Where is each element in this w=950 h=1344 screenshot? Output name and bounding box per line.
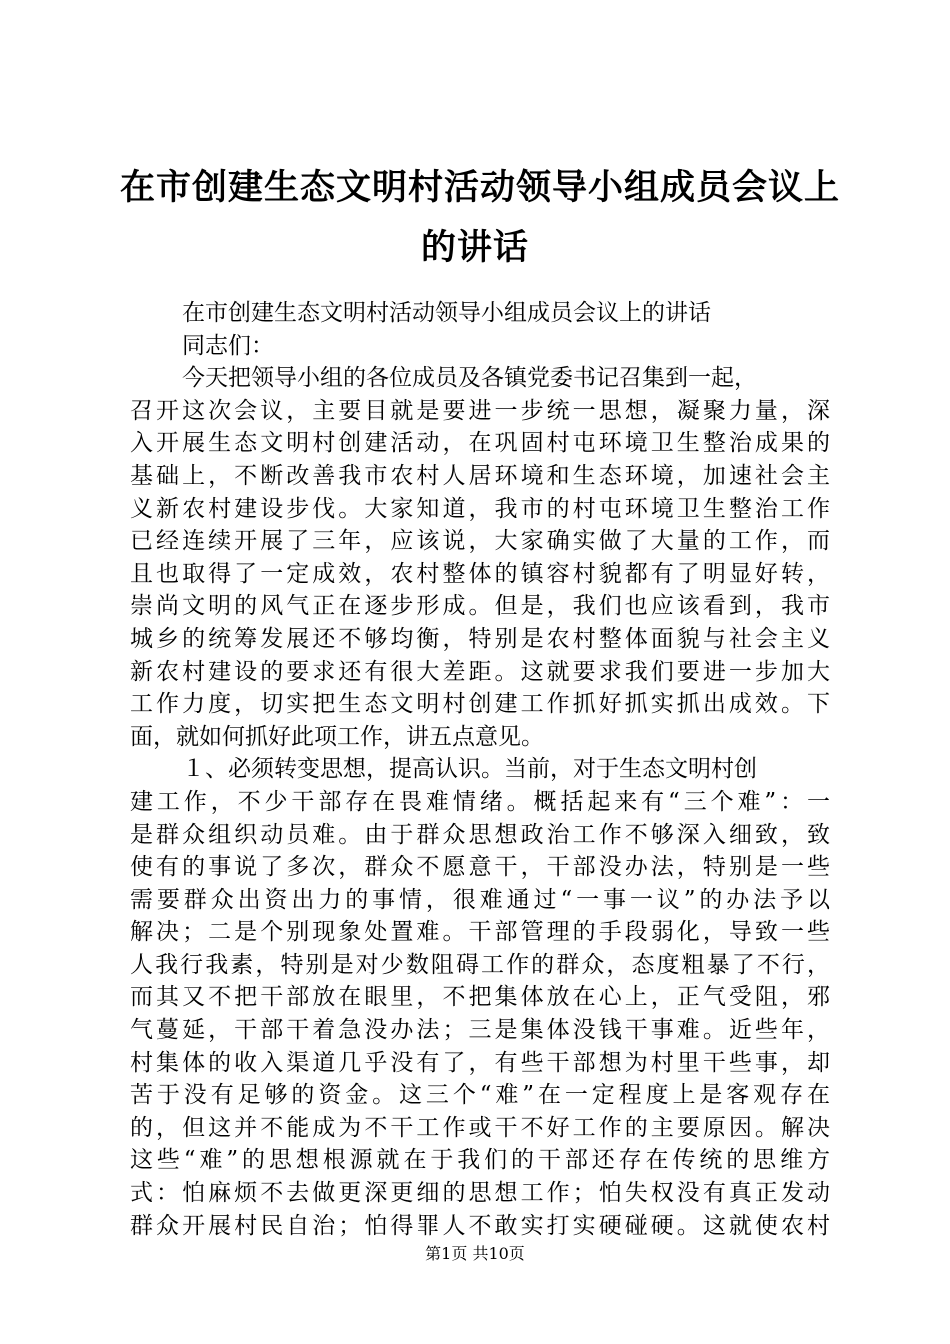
page-number: 第1页 共10页	[425, 1244, 525, 1263]
paragraph-line: 解决；二是个别现象处置难。干部管理的手段弱化，导致一些	[130, 919, 830, 946]
paragraph-line: 的，但这并不能成为不干工作或干不好工作的主要原因。解决	[130, 1114, 830, 1141]
paragraph-line: 工作力度，切实把生态文明村创建工作抓好抓实抓出成效。下	[130, 691, 830, 718]
paragraph-line: 召开这次会议，主要目就是要进一步统一思想，凝聚力量，深	[130, 397, 830, 424]
paragraph-line: 且也取得了一定成效，农村整体的镇容村貌都有了明显好转，	[130, 560, 830, 587]
document-title	[120, 158, 841, 278]
title-line: 的讲话	[420, 228, 529, 268]
paragraph-line: 面，就如何抓好此项工作，讲五点意见。	[130, 723, 544, 750]
paragraph-line: 苦于没有足够的资金。这三个“难”在一定程度上是客观存在	[130, 1082, 830, 1109]
paragraph-line: 新农村建设的要求还有很大差距。这就要求我们要进一步加大	[130, 658, 830, 685]
paragraph-line: 建工作，不少干部存在畏难情绪。概括起来有“三个难”：一	[130, 788, 830, 815]
paragraph-line: 需要群众出资出力的事情，很难通过“一事一议”的办法予以	[130, 886, 830, 913]
document-body	[130, 297, 830, 1242]
paragraph-line: 而其又不把干部放在眼里，不把集体放在心上，正气受阻，邪	[130, 984, 830, 1011]
paragraph-line: １、必须转变思想，提高认识。当前，对于生态文明村创	[182, 756, 757, 783]
paragraph-line: 已经连续开展了三年，应该说，大家确实做了大量的工作，而	[130, 528, 830, 555]
salutation-line: 同志们：	[182, 332, 274, 359]
paragraph-line: 义新农村建设步伐。大家知道，我市的村屯环境卫生整治工作	[130, 495, 830, 522]
paragraph-line: 入开展生态文明村创建活动，在巩固村屯环境卫生整治成果的	[130, 430, 830, 457]
paragraph-line: 村集体的收入渠道几乎没有了，有些干部想为村里干些事，却	[130, 1049, 830, 1076]
paragraph-line: 式：怕麻烦不去做更深更细的思想工作；怕失权没有真正发动	[130, 1180, 830, 1207]
paragraph-line: 城乡的统筹发展还不够均衡，特别是农村整体面貌与社会主义	[130, 625, 830, 652]
paragraph-line: 人我行我素，特别是对少数阻碍工作的群众，态度粗暴了不行，	[130, 951, 830, 978]
paragraph-line: 群众开展村民自治；怕得罪人不敢实打实硬碰硬。这就使农村	[130, 1212, 830, 1239]
paragraph-line: 是群众组织动员难。由于群众思想政治工作不够深入细致，致	[130, 821, 830, 848]
paragraph-line: 气蔓延，干部干着急没办法；三是集体没钱干事难。近些年，	[130, 1017, 830, 1044]
paragraph-line: 这些“难”的思想根源就在于我们的干部还存在传统的思维方	[130, 1147, 830, 1174]
subtitle-line: 在市创建生态文明村活动领导小组成员会议上的讲话	[182, 300, 711, 326]
paragraph-line: 使有的事说了多次，群众不愿意干，干部没办法，特别是一些	[130, 854, 830, 881]
paragraph-line: 崇尚文明的风气正在逐步形成。但是，我们也应该看到，我市	[130, 593, 830, 620]
title-line: 在市创建生态文明村活动领导小组成员会议上	[120, 168, 841, 208]
paragraph-line: 今天把领导小组的各位成员及各镇党委书记召集到一起，	[182, 365, 757, 392]
paragraph-line: 基础上，不断改善我市农村人居环境和生态环境，加速社会主	[130, 462, 830, 489]
